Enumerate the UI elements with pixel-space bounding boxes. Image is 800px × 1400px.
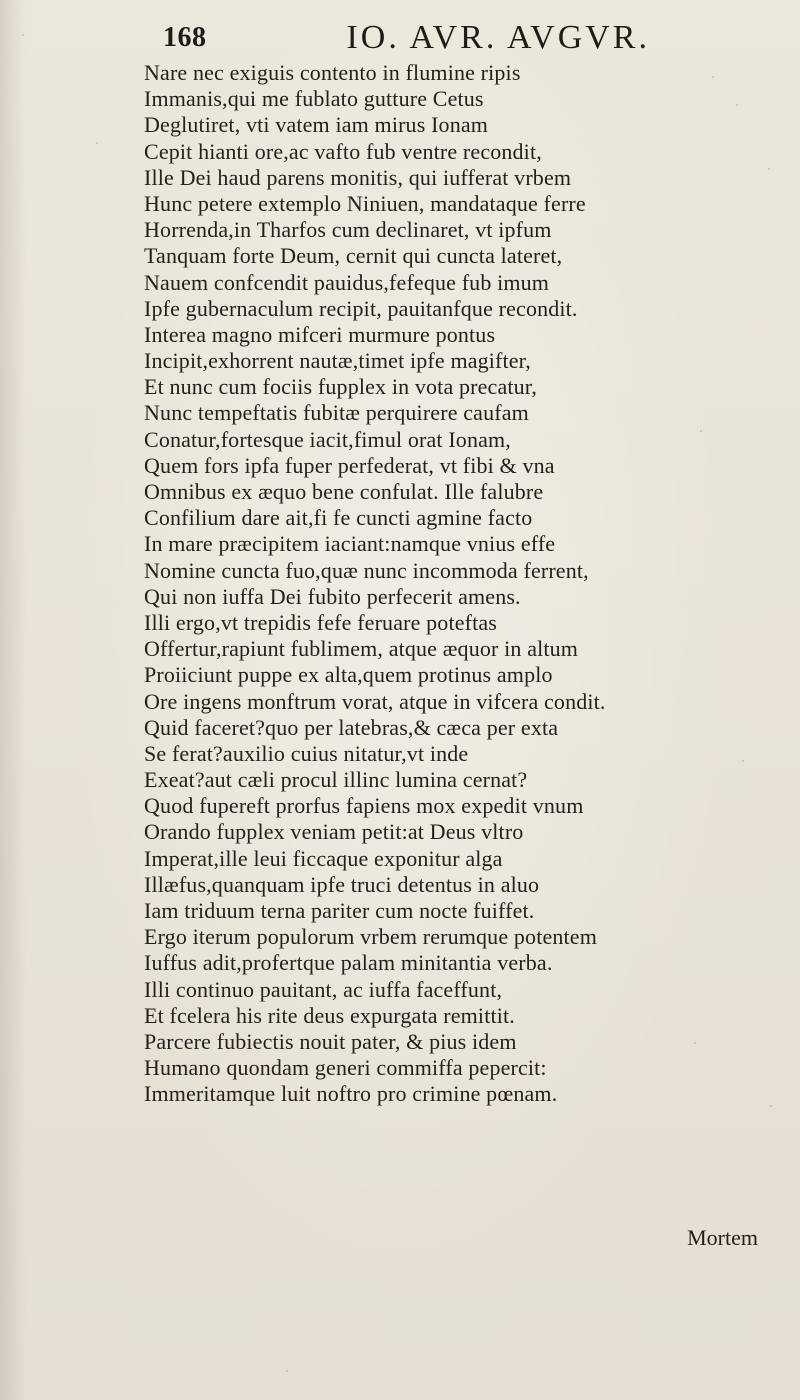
text-line: Nauem confcendit pauidus,fefeque fub imum bbox=[144, 269, 550, 295]
text-line: Ergo iterum populorum vrbem rerumque potentem bbox=[144, 924, 597, 950]
text-line: Immanis,qui me fublato gutture Cetus bbox=[144, 86, 484, 112]
text-line: Quem fors ipfa fuper perfederat, vt fibi & vna bbox=[144, 452, 555, 478]
text-line: Iuffus adit,profertque palam minitantia verba. bbox=[144, 950, 553, 976]
text-line: Confilium dare ait,fi fe cuncti agmine facto bbox=[144, 505, 533, 531]
page-header bbox=[163, 16, 650, 60]
text-line: Qui non iuffa Dei fubito perfecerit amens. bbox=[144, 583, 521, 609]
text-line: Illi ergo,vt trepidis fefe feruare poteftas bbox=[144, 609, 498, 635]
text-line: Ipfe gubernaculum recipit, pauitanfque recondit. bbox=[144, 295, 578, 321]
text-line: Quod fupereft prorfus fapiens mox expedit vnum bbox=[144, 793, 584, 819]
text-line: Tanquam forte Deum, cernit qui cuncta lateret, bbox=[144, 243, 563, 269]
catchword: Mortem bbox=[687, 1225, 758, 1250]
text-line: Humano quondam generi commiffa pepercit: bbox=[144, 1055, 547, 1081]
text-line: Se ferat?auxilio cuius nitatur,vt inde bbox=[144, 740, 469, 766]
text-line: Interea magno mifceri murmure pontus bbox=[144, 321, 496, 347]
gutter-shadow bbox=[0, 0, 26, 1400]
text-line: Conatur,fortesque iacit,fimul orat Ionam, bbox=[144, 426, 511, 452]
text-line: Quid faceret?quo per latebras,& cæca per exta bbox=[144, 714, 559, 740]
text-line: Illæfus,quanquam ipfe truci detentus in aluo bbox=[144, 871, 540, 897]
text-line: Cepit hianti ore,ac vafto fub ventre recondit, bbox=[144, 138, 542, 164]
text-line: Et fcelera his rite deus expurgata remittit. bbox=[144, 1002, 515, 1028]
text-line: Immeritamque luit noftro pro crimine pœnam. bbox=[144, 1081, 558, 1107]
text-line: Deglutiret, vti vatem iam mirus Ionam bbox=[144, 112, 489, 138]
page-number: 168 bbox=[163, 22, 207, 53]
text-line: Offertur,rapiunt fublimem, atque æquor in altum bbox=[144, 636, 579, 662]
text-line: Parcere fubiectis nouit pater, & pius idem bbox=[144, 1028, 517, 1054]
text-line: Ore ingens monftrum vorat, atque in vifcera condit. bbox=[144, 688, 606, 714]
text-line: Et nunc cum fociis fupplex in vota precatur, bbox=[144, 374, 538, 400]
text-line: Nunc tempeftatis fubitæ perquirere caufam bbox=[144, 400, 529, 426]
text-line: Iam triduum terna pariter cum nocte fuiffet. bbox=[144, 898, 535, 923]
text-line: Horrenda,in Tharfos cum declinaret, vt ipfum bbox=[144, 217, 552, 243]
text-line: Omnibus ex æquo bene confulat. Ille falubre bbox=[144, 479, 544, 504]
text-line: In mare præcipitem iaciant:namque vnius effe bbox=[144, 531, 556, 557]
text-line: Ille Dei haud parens monitis, qui iufferat vrbem bbox=[144, 164, 572, 190]
text-line: Illi continuo pauitant, ac iuffa faceffunt, bbox=[144, 976, 503, 1002]
text-line: Orando fupplex veniam petit:at Deus vltro bbox=[144, 819, 524, 845]
text-line: Nare nec exiguis contento in flumine ripis bbox=[144, 60, 521, 85]
text-line: Incipit,exhorrent nautæ,timet ipfe magifter, bbox=[144, 348, 531, 374]
text-line: Nomine cuncta fuo,quæ nunc incommoda ferrent, bbox=[144, 557, 589, 583]
text-line: Hunc petere extemplo Niniuen, mandataque ferre bbox=[144, 190, 586, 216]
text-line: Exeat?aut cæli procul illinc lumina cernat? bbox=[144, 767, 528, 793]
text-line: Imperat,ille leui ficcaque exponitur alga bbox=[144, 845, 503, 871]
running-head: IO. AVR. AVGVR. bbox=[346, 19, 650, 56]
text-line: Proiiciunt puppe ex alta,quem protinus amplo bbox=[144, 662, 553, 688]
poem-text bbox=[144, 60, 774, 1108]
